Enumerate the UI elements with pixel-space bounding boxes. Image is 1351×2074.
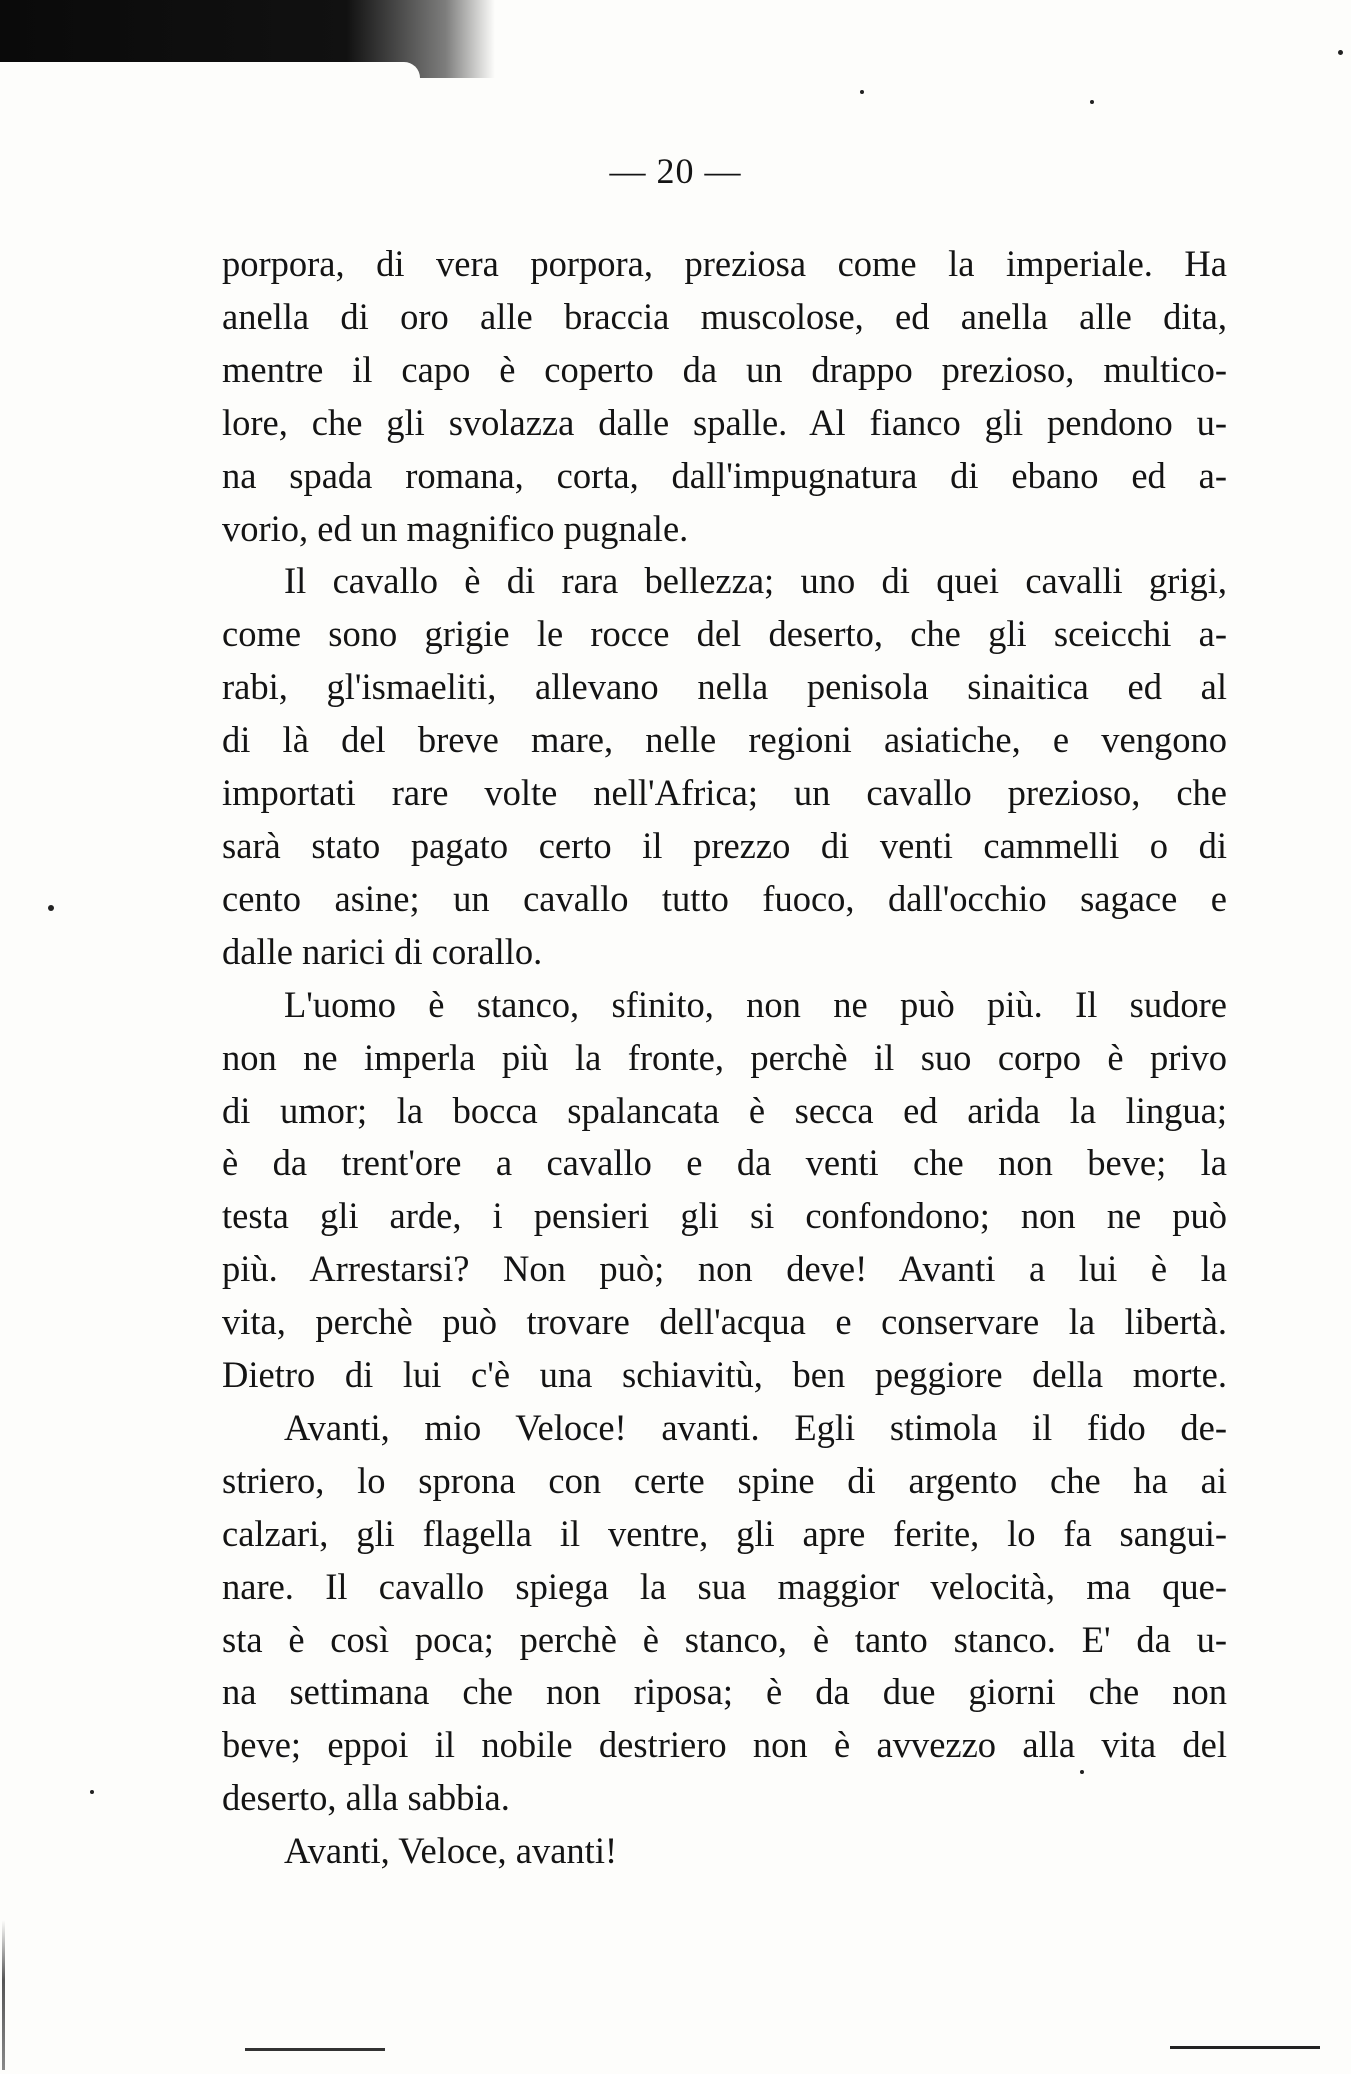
text-line: vita, perchè può trovare dell'acqua e conservare la libertà. <box>222 1301 1227 1343</box>
text-line: porpora, di vera porpora, preziosa come la imperiale. Ha <box>222 243 1227 284</box>
speck <box>90 1790 94 1794</box>
scan-line-bottom-right <box>1170 2046 1320 2049</box>
text-line: L'uomo è stanco, sfinito, non ne può più. Il sudore <box>284 983 1227 1025</box>
scan-shadow-top <box>0 0 495 78</box>
scan-edge-left <box>2 1920 5 2070</box>
text-line: Avanti, Veloce, avanti! <box>284 1830 618 1872</box>
text-line: importati rare volte nell'Africa; un cavallo prezioso, che <box>222 772 1227 814</box>
text-line: più. Arrestarsi? Non può; non deve! Avanti a lui è la <box>222 1248 1227 1290</box>
text-line: Avanti, mio Veloce! avanti. Egli stimola il fido de- <box>284 1406 1227 1448</box>
text-line: nare. Il cavallo spiega la sua maggior velocità, ma que- <box>222 1565 1227 1607</box>
text-line: beve; eppoi il nobile destriero non è avvezzo alla vita del <box>222 1724 1227 1766</box>
text-line: sarà stato pagato certo il prezzo di venti cammelli o di <box>222 824 1227 866</box>
scan-line-bottom-left <box>245 2048 385 2051</box>
text-line: come sono grigie le rocce del deserto, che gli sceicchi a- <box>222 613 1227 655</box>
text-line: di là del breve mare, nelle regioni asiatiche, e vengono <box>222 719 1227 761</box>
text-line: na spada romana, corta, dall'impugnatura di ebano ed a- <box>222 454 1227 496</box>
text-line: testa gli arde, i pensieri gli si confondono; non ne può <box>222 1195 1227 1237</box>
text-line: calzari, gli flagella il ventre, gli apre ferite, lo fa sangui- <box>222 1512 1227 1554</box>
speck <box>860 90 864 94</box>
body-text <box>222 238 1227 1878</box>
text-line: rabi, gl'ismaeliti, allevano nella penisola sinaitica ed al <box>222 666 1227 708</box>
text-line: anella di oro alle braccia muscolose, ed anella alle dita, <box>222 295 1227 337</box>
text-line: vorio, ed un magnifico pugnale. <box>222 507 689 549</box>
text-line: non ne imperla più la fronte, perchè il suo corpo è privo <box>222 1036 1227 1078</box>
text-line: na settimana che non riposa; è da due giorni che non <box>222 1671 1227 1713</box>
text-line: striero, lo sprona con certe spine di argento che ha ai <box>222 1459 1227 1501</box>
text-line: Dietro di lui c'è una schiavitù, ben peggiore della morte. <box>222 1354 1227 1396</box>
page-number: — 20 — <box>609 151 742 191</box>
text-line: è da trent'ore a cavallo e da venti che non beve; la <box>222 1142 1227 1184</box>
text-line: sta è così poca; perchè è stanco, è tanto stanco. E' da u- <box>222 1618 1227 1660</box>
speck <box>1338 50 1343 55</box>
text-line: Il cavallo è di rara bellezza; uno di quei cavalli grigi, <box>284 560 1227 602</box>
speck <box>48 905 54 911</box>
text-line: deserto, alla sabbia. <box>222 1777 510 1819</box>
text-line: mentre il capo è coperto da un drappo prezioso, multico- <box>222 348 1227 390</box>
text-line: lore, che gli svolazza dalle spalle. Al fianco gli pendono u- <box>222 401 1227 443</box>
text-line: cento asine; un cavallo tutto fuoco, dall'occhio sagace e <box>222 877 1227 919</box>
text-line: di umor; la bocca spalancata è secca ed arida la lingua; <box>222 1089 1227 1131</box>
text-line: dalle narici di corallo. <box>222 930 543 972</box>
speck <box>1090 100 1094 104</box>
